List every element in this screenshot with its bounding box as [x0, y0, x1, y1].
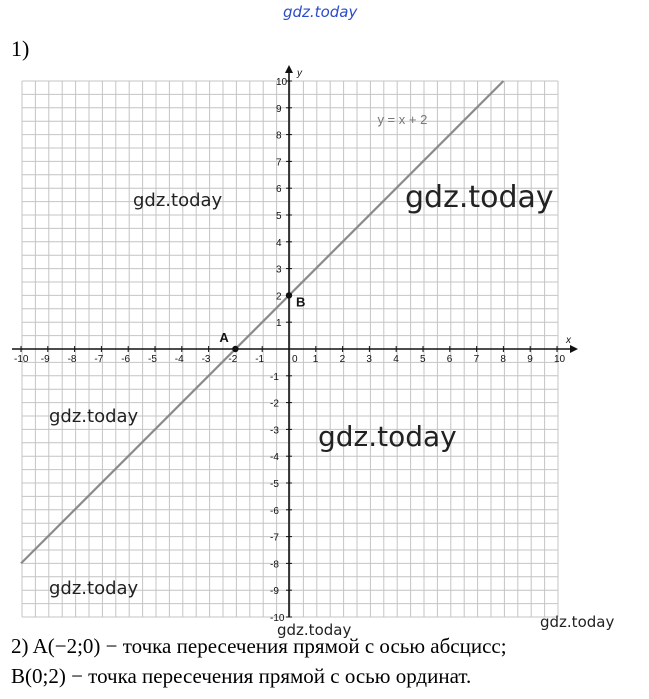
x-tick-label: -5 [148, 354, 157, 365]
y-axis-label: y [297, 68, 302, 79]
point-a-marker [232, 346, 238, 352]
watermark-bottom-right: gdz.today [540, 613, 615, 631]
x-tick-label: -9 [40, 354, 50, 365]
watermark-middle-right: gdz.today [318, 420, 457, 453]
equation-label: y = x + 2 [377, 111, 428, 127]
watermark-upper-left: gdz.today [133, 190, 223, 211]
x-tick-label: -2 [228, 354, 238, 365]
y-tick-label: -8 [270, 559, 279, 571]
watermark-lower-left: gdz.today [49, 578, 139, 599]
y-tick-label: 2 [276, 291, 282, 303]
x-tick-label: -8 [67, 354, 77, 365]
point-a-label: A [219, 330, 229, 345]
x-tick-label: -3 [201, 354, 211, 365]
y-tick-label: 4 [276, 237, 282, 249]
x-tick-label: 0 [292, 354, 298, 365]
y-axis-arrow-icon [285, 65, 293, 73]
y-tick-label: 1 [276, 318, 282, 330]
y-tick-label: 8 [276, 130, 282, 142]
answer-line-2: B(0;2) − точка пересечения прямой с осью ординат. [11, 664, 472, 688]
watermark-top: gdz.today [283, 3, 358, 21]
y-tick-label: 9 [276, 103, 282, 115]
x-tick-label: 6 [446, 354, 453, 365]
x-tick-label: 4 [393, 354, 399, 365]
y-tick-label: 6 [276, 184, 282, 196]
x-tick-label: 7 [473, 354, 480, 365]
x-tick-label: 3 [366, 354, 372, 365]
x-tick-label: 8 [500, 354, 506, 365]
x-axis-label: x [566, 335, 571, 346]
watermark-middle-left: gdz.today [49, 406, 139, 427]
watermark-upper-right: gdz.today [405, 180, 554, 215]
x-tick-label: -1 [255, 354, 265, 365]
x-tick-label: -4 [174, 354, 184, 365]
part-1-label: 1) [11, 36, 30, 61]
x-tick-label: 1 [312, 354, 319, 365]
x-tick-label: -6 [121, 354, 131, 365]
y-tick-label: 3 [276, 264, 282, 276]
y-tick-label: -2 [270, 398, 279, 410]
y-tick-label: -10 [270, 613, 285, 624]
x-tick-label: 2 [339, 354, 346, 365]
y-tick-label: -1 [270, 371, 279, 383]
x-axis-arrow-icon [570, 345, 578, 353]
point-b-label: B [296, 294, 306, 310]
point-b-marker [286, 292, 292, 298]
y-tick-label: -4 [270, 452, 279, 464]
x-tick-label: 5 [420, 354, 426, 365]
x-tick-label: -10 [14, 354, 29, 365]
y-tick-label: -6 [270, 505, 279, 517]
x-tick-label: 9 [527, 354, 533, 365]
answer-line-1: 2) A(−2;0) − точка пересечения прямой с осью абсцисс; [11, 634, 507, 658]
x-tick-label: 10 [554, 354, 566, 365]
y-tick-label: -9 [270, 586, 279, 598]
y-tick-label: -3 [270, 425, 279, 437]
y-tick-label: 5 [276, 211, 282, 222]
watermark-bottom-center: gdz.today [277, 621, 352, 639]
y-tick-label: -5 [270, 479, 279, 490]
y-tick-label: 10 [276, 77, 288, 88]
y-tick-label: -7 [270, 532, 279, 544]
x-tick-label: -7 [94, 354, 104, 365]
y-tick-label: 7 [276, 157, 282, 169]
